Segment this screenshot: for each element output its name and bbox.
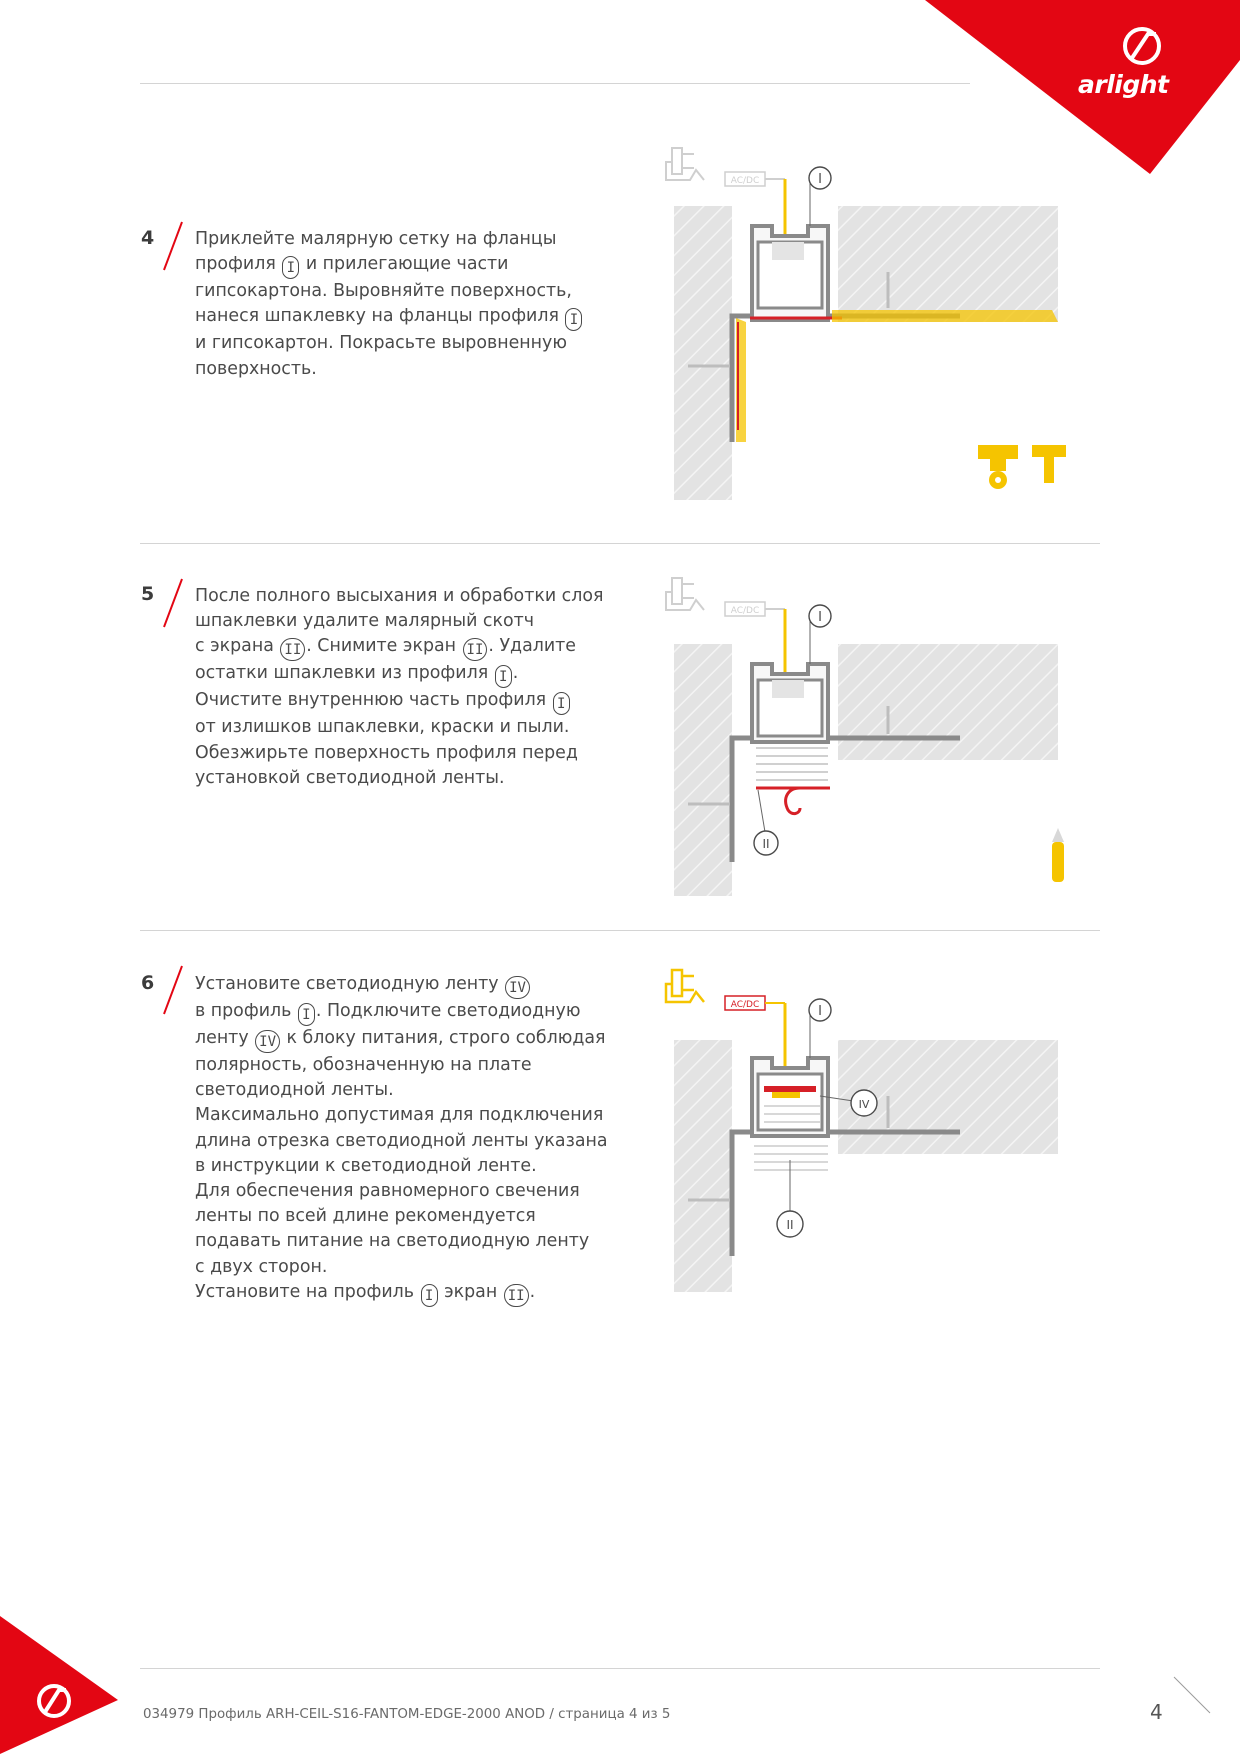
part-reference-badge: I: [421, 1284, 438, 1307]
step-instructions: [195, 227, 635, 382]
instruction-line: [195, 1280, 635, 1307]
step-instructions: [195, 972, 635, 1307]
section-divider: [140, 543, 1100, 544]
instruction-text: гипсокартона. Выровняйте поверхность,: [195, 281, 572, 302]
instruction-text: от излишков шпаклевки, краски и пыли.: [195, 717, 570, 738]
instruction-line: [195, 634, 635, 661]
psu-label: AC/DC: [730, 176, 760, 186]
instruction-text: светодиодной ленты.: [195, 1080, 394, 1101]
instruction-text: поверхность.: [195, 358, 317, 379]
instruction-text: и гипсокартон. Покрасьте выровненную: [195, 333, 567, 354]
power-plug-icon: [666, 578, 704, 610]
instruction-text: . Снимите экран: [306, 636, 462, 657]
instruction-line: [195, 227, 635, 252]
instruction-text: Максимально допустимая для подключения: [195, 1105, 604, 1126]
instruction-text: шпаклевки удалите малярный скотч: [195, 611, 535, 632]
instruction-line: [195, 584, 635, 609]
instruction-text: . Подключите светодиодную: [315, 1001, 581, 1021]
instruction-line: [195, 609, 635, 634]
paint-roller-icon: [1032, 445, 1066, 483]
step-slash-icon: [160, 575, 190, 631]
wall-section: [674, 1040, 732, 1292]
psu-label: AC/DC: [730, 1000, 760, 1010]
instruction-text: После полного высыхания и обработки слоя: [195, 586, 604, 606]
step-slash-icon: [160, 218, 190, 274]
instruction-text: Обезжирьте поверхность профиля перед: [195, 742, 578, 763]
instruction-text: подавать питание на светодиодную ленту: [195, 1231, 590, 1252]
instruction-text: и прилегающие части: [300, 254, 509, 275]
top-divider: [140, 83, 970, 84]
step-6-diagram: [660, 960, 1080, 1300]
instruction-line: [195, 304, 635, 331]
instruction-line: [195, 357, 635, 382]
ceiling-section: [838, 206, 1058, 322]
instruction-line: [195, 279, 635, 304]
led-strip: [764, 1086, 816, 1092]
instruction-text: ленты по всей длине рекомендуется: [195, 1206, 536, 1227]
step-4-diagram: [660, 130, 1080, 510]
instruction-text: Установите светодиодную ленту: [195, 974, 505, 994]
part-reference-badge: I: [565, 308, 582, 331]
brand-corner-footer: [0, 0, 140, 1754]
wall-section: [674, 644, 732, 896]
part-reference-badge: IV: [255, 1030, 280, 1053]
instruction-line: [195, 1053, 635, 1078]
instruction-text: .: [529, 1281, 536, 1302]
page-slash-icon: [1172, 1675, 1212, 1715]
instruction-text: . Удалите: [488, 636, 576, 657]
step-number: 5: [141, 583, 155, 605]
instruction-line: [195, 1103, 635, 1128]
instruction-line: [195, 252, 635, 279]
step-instructions: [195, 584, 635, 791]
psu-label: AC/DC: [730, 606, 760, 616]
utility-knife-icon: [1052, 828, 1064, 882]
instruction-line: [195, 688, 635, 715]
instruction-line: [195, 1078, 635, 1103]
instruction-text: экран: [438, 1281, 503, 1302]
part-label: II: [786, 1218, 794, 1232]
instruction-text: профиля: [195, 254, 282, 275]
instruction-line: [195, 1179, 635, 1204]
instruction-text: с экрана: [195, 636, 280, 657]
instruction-text: с двух сторон.: [195, 1256, 328, 1277]
step-number: 6: [141, 972, 155, 994]
part-reference-badge: I: [282, 256, 299, 279]
instruction-text: ленту: [195, 1028, 255, 1048]
instruction-text: Для обеспечения равномерного свечения: [195, 1181, 580, 1202]
instruction-line: [195, 1026, 635, 1053]
instruction-line: [195, 1229, 635, 1254]
instruction-text: Очистите внутреннюю часть профиля: [195, 690, 552, 711]
part-reference-badge: IV: [505, 976, 530, 999]
brand-wordmark: arlight: [1078, 70, 1169, 99]
power-plug-icon: [666, 148, 704, 180]
tape-peel: [786, 788, 800, 814]
instruction-line: [195, 331, 635, 356]
instruction-text: полярность, обозначенную на плате: [195, 1055, 532, 1075]
instruction-text: нанеся шпаклевку на фланцы профиля: [195, 306, 565, 327]
part-label: IV: [858, 1098, 870, 1111]
instruction-text: .: [512, 663, 519, 684]
instruction-line: [195, 999, 635, 1026]
instruction-line: [195, 1204, 635, 1229]
instruction-text: Установите на профиль: [195, 1281, 420, 1302]
part-reference-badge: II: [504, 1284, 529, 1307]
section-divider: [140, 930, 1100, 931]
instruction-line: [195, 715, 635, 740]
instruction-line: [195, 766, 635, 791]
part-label: I: [818, 610, 822, 625]
instruction-text: Приклейте малярную сетку на фланцы: [195, 229, 557, 249]
instruction-line: [195, 661, 635, 688]
part-reference-badge: I: [553, 692, 570, 715]
instruction-line: [195, 1129, 635, 1154]
instruction-line: [195, 1154, 635, 1179]
instruction-line: [195, 1255, 635, 1280]
instruction-line: [195, 741, 635, 766]
step-5-diagram: [660, 566, 1080, 906]
diffuser-screen: [756, 748, 828, 780]
part-reference-badge: II: [463, 638, 488, 661]
instruction-text: в инструкции к светодиодной ленте.: [195, 1155, 537, 1176]
wall-section: [674, 206, 732, 500]
instruction-text: установкой светодиодной ленты.: [195, 767, 505, 788]
ceiling-section: [838, 644, 1058, 760]
putty-knife-icon: [978, 445, 1018, 489]
part-reference-badge: I: [298, 1003, 315, 1026]
instruction-text: длина отрезка светодиодной ленты указана: [195, 1130, 608, 1151]
power-plug-icon: [666, 970, 704, 1002]
instruction-text: в профиль: [195, 1001, 297, 1021]
part-label: II: [762, 837, 770, 851]
part-label: I: [818, 1004, 822, 1019]
instruction-text: к блоку питания, строго соблюдая: [281, 1028, 606, 1048]
instruction-text: остатки шпаклевки из профиля: [195, 663, 494, 684]
step-slash-icon: [160, 962, 190, 1018]
footer-document-info: 034979 Профиль ARH-CEIL-S16-FANTOM-EDGE-2000 ANOD / страница 4 из 5: [143, 1707, 671, 1722]
footer-divider: [140, 1668, 1100, 1669]
part-reference-badge: I: [495, 665, 512, 688]
step-number: 4: [141, 227, 155, 249]
part-label: I: [818, 172, 822, 187]
page-number: 4: [1150, 1700, 1163, 1724]
instruction-line: [195, 972, 635, 999]
part-reference-badge: II: [280, 638, 305, 661]
